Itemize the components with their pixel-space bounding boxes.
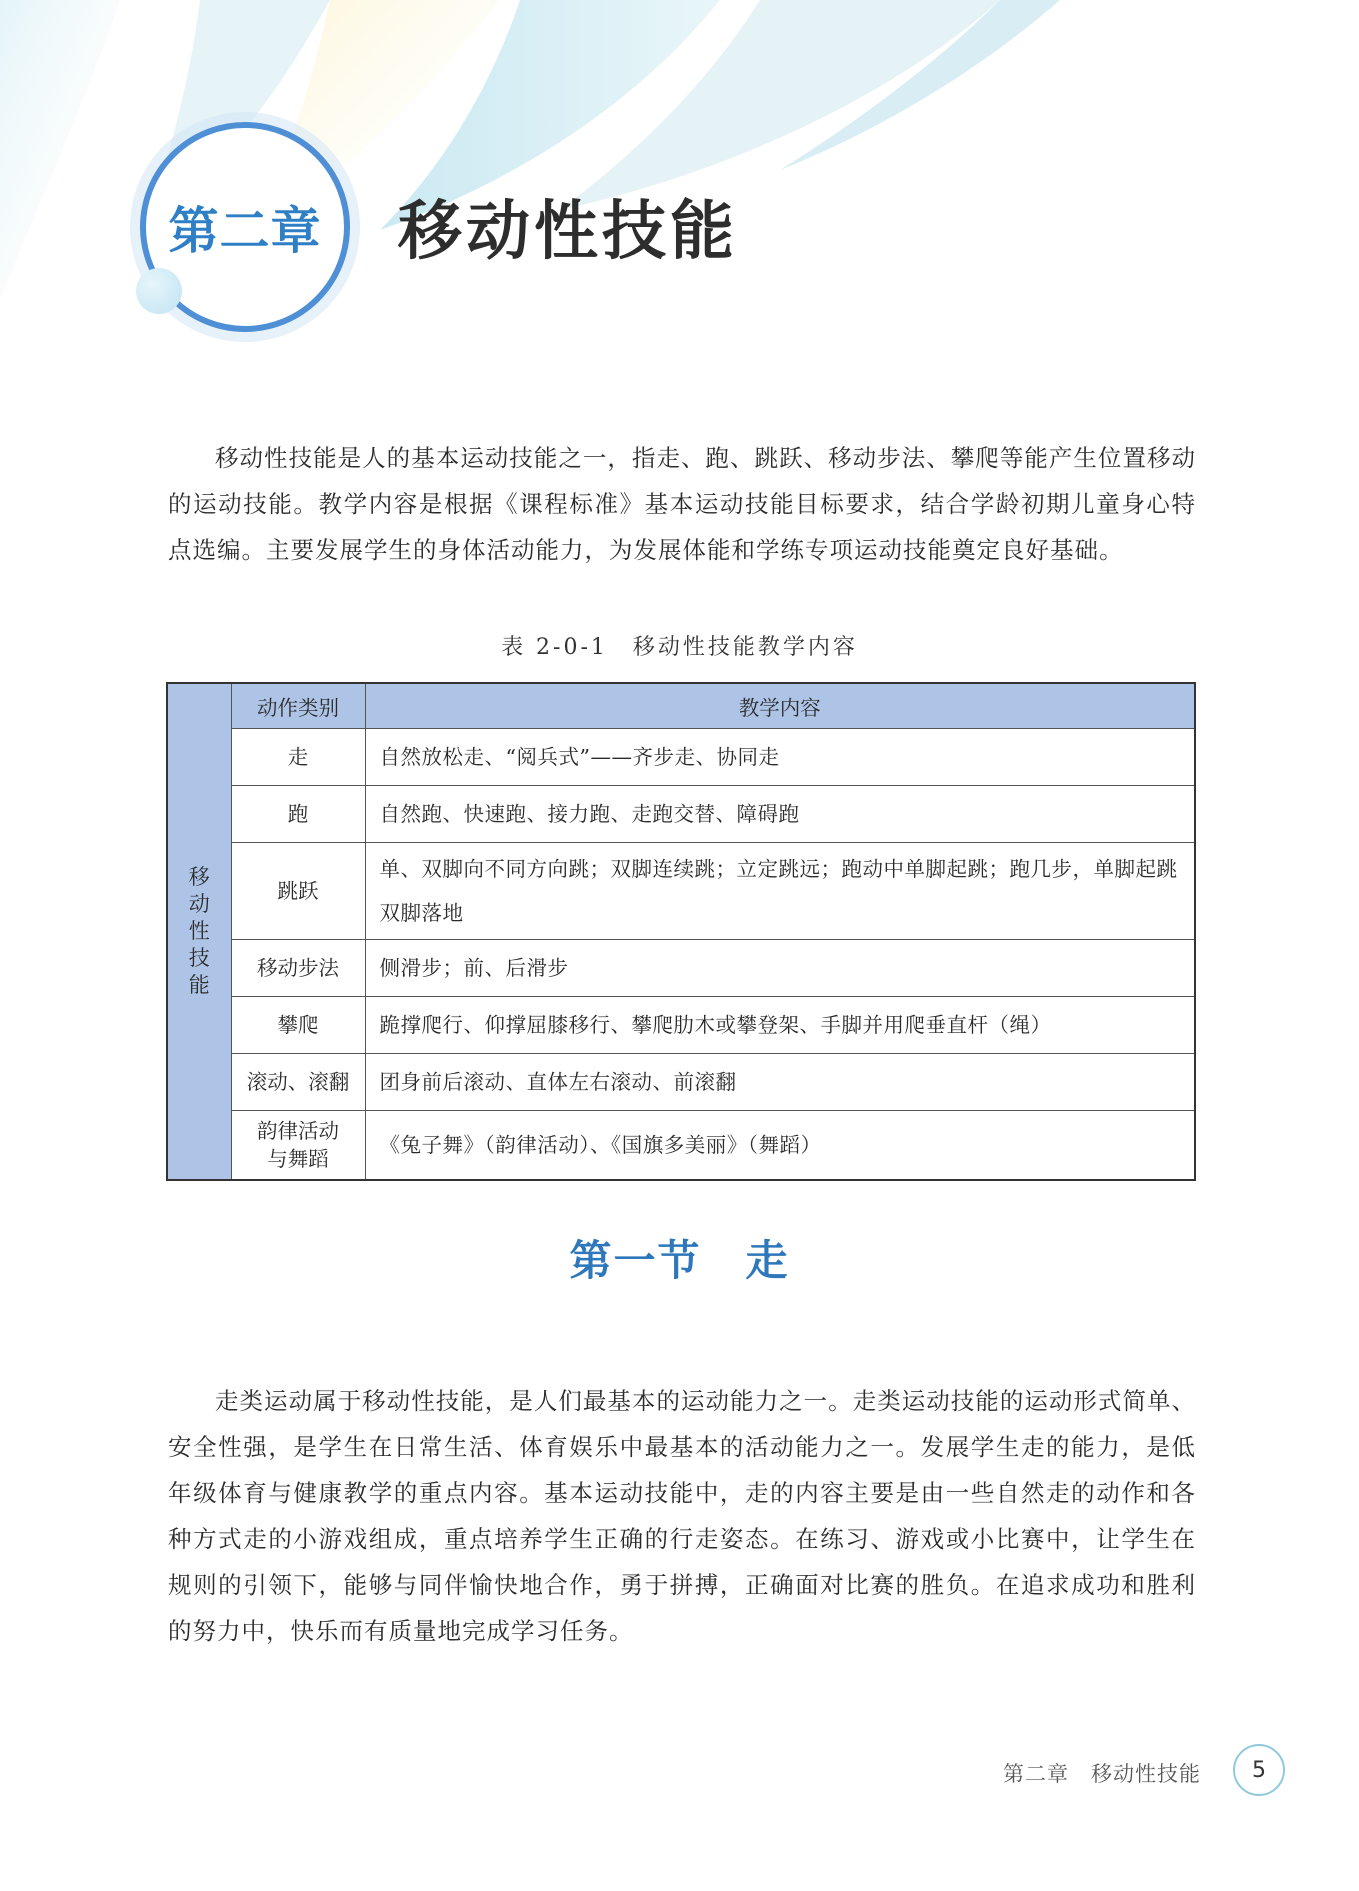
table-row: [167, 940, 1195, 997]
row-type: 滚动、滚翻: [231, 1054, 365, 1111]
row-type: 韵律活动与舞蹈: [231, 1111, 365, 1181]
row-type: 跑: [231, 786, 365, 843]
section-title: 第一节 走: [569, 1236, 790, 1285]
row-content: 侧滑步；前、后滑步: [365, 940, 1195, 997]
table-caption: 表 2-0-1 移动性技能教学内容: [501, 635, 858, 660]
header-content: 教学内容: [365, 683, 1195, 729]
section-paragraph: 走类运动属于移动性技能，是人们最基本的运动能力之一。走类运动技能的运动形式简单、安全性强，是学生在日常生活、体育娱乐中最基本的活动能力之一。发展学生走的能力，是低年级体育与健康教学的重点内容。基本运动技能中，走的内容主要是由一些自然走的动作和各种方式走的小游戏组成，重点培养学生正确的行走姿态。在练习、游戏或小比赛中，让学生在规则的引领下，能够与同伴愉快地合作，勇于拼搏，正确面对比赛的胜负。在追求成功和胜利的努力中，快乐而有质量地完成学习任务。: [168, 1387, 1196, 1645]
footer-chapter-label: 第二章 移动性技能: [1003, 1762, 1201, 1786]
page-number: 5: [1233, 1744, 1285, 1796]
table-row: [167, 1111, 1195, 1181]
row-type: 跳跃: [231, 843, 365, 940]
row-type: 走: [231, 729, 365, 786]
row-content: 跪撑爬行、仰撑屈膝移行、攀爬肋木或攀登架、手脚并用爬垂直杆（绳）: [365, 997, 1195, 1054]
row-content: 《兔子舞》（韵律活动）、《国旗多美丽》（舞蹈）: [365, 1111, 1195, 1181]
table-row: [167, 843, 1195, 940]
category-label: 移动性技能: [188, 865, 210, 997]
content-table: [166, 682, 1196, 1181]
chapter-label: 第二章: [168, 202, 322, 260]
row-content: 单、双脚向不同方向跳；双脚连续跳；立定跳远；跑动中单脚起跳；跑几步，单脚起跳双脚落地: [365, 843, 1195, 940]
table-row: [167, 729, 1195, 786]
intro-paragraph: 移动性技能是人的基本运动技能之一，指走、跑、跳跃、移动步法、攀爬等能产生位置移动的运动技能。教学内容是根据《课程标准》基本运动技能目标要求，结合学龄初期儿童身心特点选编。主要发展学生的身体活动能力，为发展体能和学练专项运动技能奠定良好基础。: [168, 444, 1196, 564]
decorative-bubble: [136, 268, 182, 314]
row-type: 移动步法: [231, 940, 365, 997]
content-table-wrapper: [166, 682, 1196, 1181]
table-row: [167, 1054, 1195, 1111]
row-type: 攀爬: [231, 997, 365, 1054]
chapter-title: 移动性技能: [398, 195, 738, 269]
header-type: 动作类别: [231, 683, 365, 729]
category-cell: [167, 683, 231, 1180]
row-content: 团身前后滚动、直体左右滚动、前滚翻: [365, 1054, 1195, 1111]
table-row: [167, 786, 1195, 843]
row-content: 自然跑、快速跑、接力跑、走跑交替、障碍跑: [365, 786, 1195, 843]
table-row: [167, 997, 1195, 1054]
row-content: 自然放松走、“阅兵式”——齐步走、协同走: [365, 729, 1195, 786]
